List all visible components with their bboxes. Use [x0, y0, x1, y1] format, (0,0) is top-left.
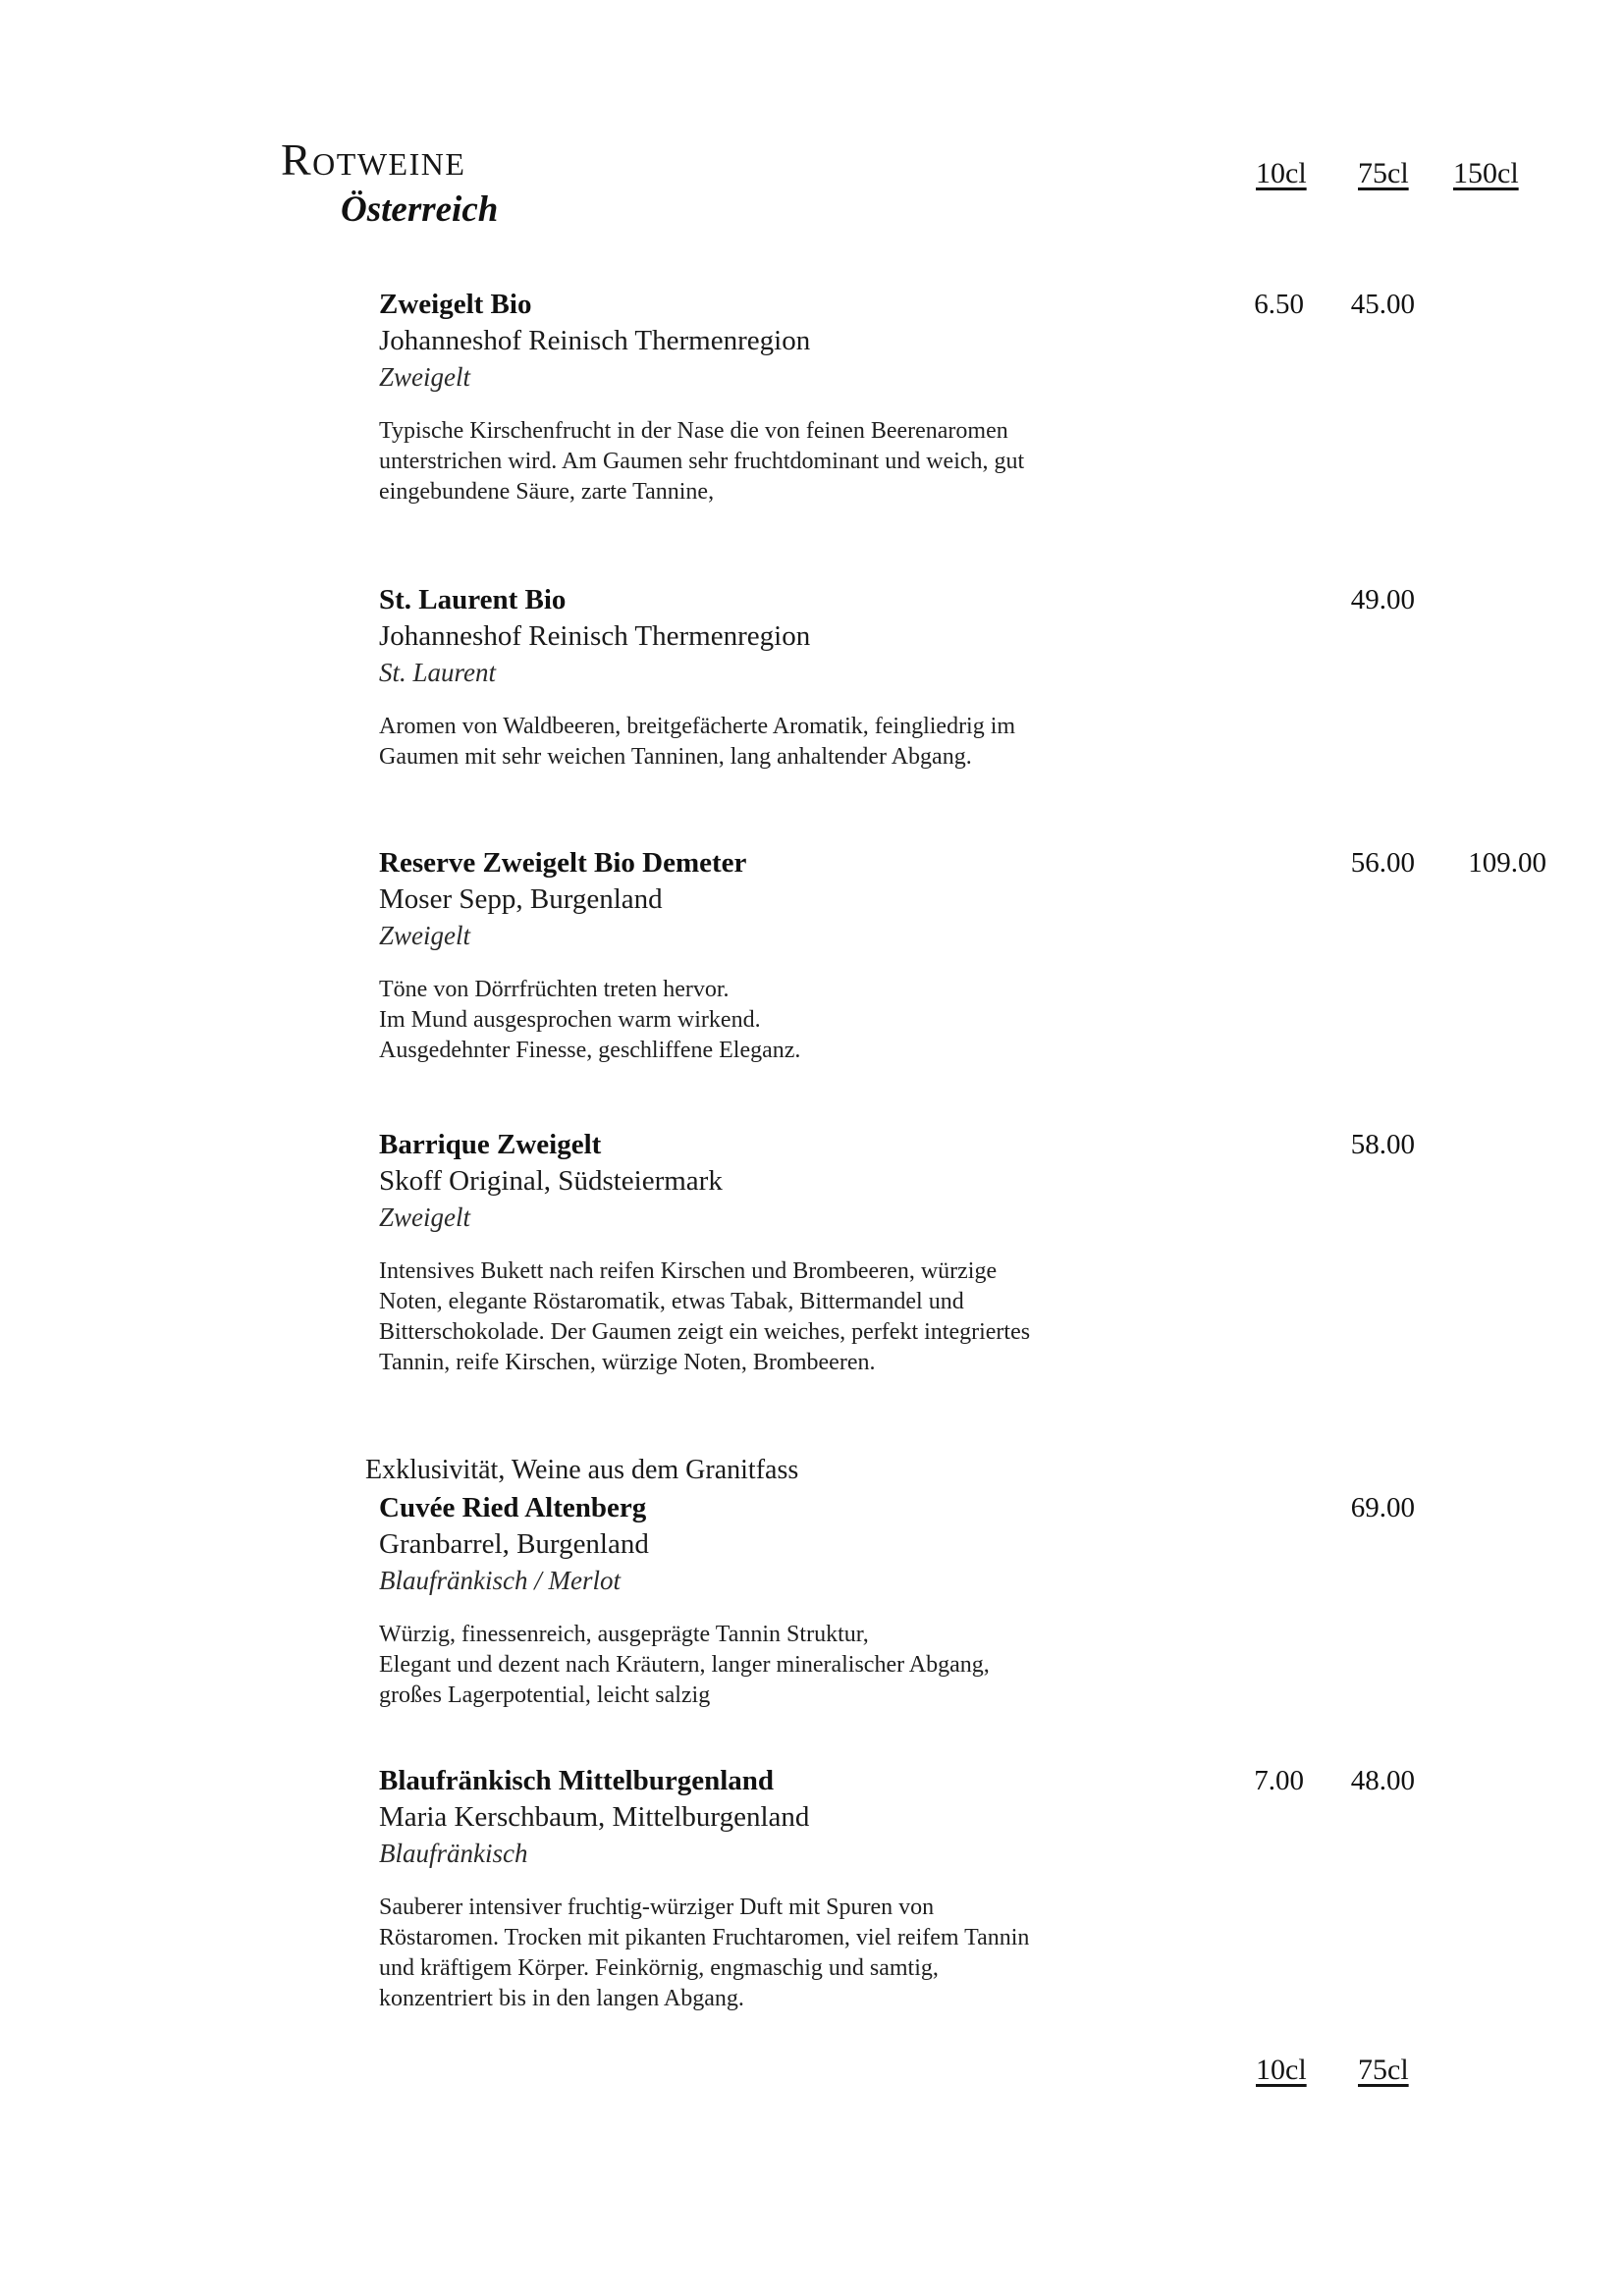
- footer-column-header-10cl: 10cl: [1256, 2054, 1307, 2086]
- wine-tasting-notes: [379, 1256, 1547, 1378]
- wine-price-150cl: 109.00: [1468, 847, 1546, 879]
- note-line: Bitterschokolade. Der Gaumen zeigt ein weiches, perfekt integriertes: [379, 1319, 1031, 1345]
- note-line: konzentriert bis in den langen Abgang.: [379, 1986, 744, 2011]
- wine-name: Zweigelt Bio: [379, 289, 532, 320]
- wine-producer: Maria Kerschbaum, Mittelburgenland: [379, 1801, 810, 1833]
- wine-price-75cl: 45.00: [1350, 289, 1415, 320]
- note-line: eingebundene Säure, zarte Tannine,: [379, 479, 715, 505]
- wine-name: Barrique Zweigelt: [379, 1129, 602, 1160]
- country-heading: Österreich: [341, 189, 499, 230]
- note-line: unterstrichen wird. Am Gaumen sehr fruchtdominant und weich, gut: [379, 449, 1025, 474]
- note-line: Elegant und dezent nach Kräutern, langer mineralischer Abgang,: [379, 1652, 990, 1678]
- wine-tasting-notes: [379, 1893, 1547, 2014]
- wine-price-75cl: 56.00: [1350, 847, 1415, 879]
- wine-grape: Zweigelt: [379, 921, 470, 950]
- column-header-150cl: 150cl: [1453, 157, 1519, 189]
- wine-grape: Blaufränkisch / Merlot: [379, 1566, 621, 1595]
- note-line: Töne von Dörrfrüchten treten hervor.: [379, 977, 730, 1002]
- note-line: Röstaromen. Trocken mit pikanten Fruchtaromen, viel reifem Tannin: [379, 1925, 1030, 1950]
- note-line: und kräftigem Körper. Feinkörnig, engmaschig und samtig,: [379, 1955, 939, 1981]
- wine-price-10cl: 6.50: [1254, 289, 1304, 320]
- note-line: Im Mund ausgesprochen warm wirkend.: [379, 1007, 761, 1033]
- wine-producer: Granbarrel, Burgenland: [379, 1528, 649, 1560]
- wine-name: Cuvée Ried Altenberg: [379, 1492, 647, 1523]
- wine-grape: Blaufränkisch: [379, 1839, 528, 1868]
- wine-grape: St. Laurent: [379, 658, 497, 687]
- wine-price-75cl: 49.00: [1350, 584, 1415, 615]
- column-header-10cl: 10cl: [1256, 157, 1307, 189]
- wine-producer: Skoff Original, Südsteiermark: [379, 1165, 723, 1197]
- note-line: Sauberer intensiver fruchtig-würziger Duft mit Spuren von: [379, 1895, 935, 1920]
- wine-price-10cl: 7.00: [1254, 1765, 1304, 1796]
- wine-entry: [379, 1127, 1547, 1378]
- note-line: Würzig, finessenreich, ausgeprägte Tannin Struktur,: [379, 1622, 869, 1647]
- wine-entry: [379, 1763, 1547, 2014]
- footer-column-header-75cl: 75cl: [1358, 2054, 1409, 2086]
- wine-tasting-notes: [379, 1620, 1547, 1711]
- note-line: Ausgedehnter Finesse, geschliffene Eleganz.: [379, 1038, 801, 1063]
- wine-producer: Moser Sepp, Burgenland: [379, 883, 663, 915]
- page-title: Rotweine: [281, 134, 466, 185]
- wine-tasting-notes: [379, 416, 1547, 507]
- note-line: Gaumen mit sehr weichen Tanninen, lang anhaltender Abgang.: [379, 744, 972, 770]
- note-line: großes Lagerpotential, leicht salzig: [379, 1682, 711, 1708]
- note-line: Intensives Bukett nach reifen Kirschen und Brombeeren, würzige: [379, 1258, 998, 1284]
- note-line: Tannin, reife Kirschen, würzige Noten, Brombeeren.: [379, 1350, 876, 1375]
- note-line: Aromen von Waldbeeren, breitgefächerte Aromatik, feingliedrig im: [379, 714, 1016, 739]
- wine-price-75cl: 48.00: [1350, 1765, 1415, 1796]
- wine-price-75cl: 69.00: [1350, 1492, 1415, 1523]
- wine-tasting-notes: [379, 712, 1547, 773]
- menu-header: [281, 134, 1547, 245]
- wine-grape: Zweigelt: [379, 1202, 470, 1232]
- wine-producer: Johanneshof Reinisch Thermenregion: [379, 325, 811, 356]
- wine-price-75cl: 58.00: [1350, 1129, 1415, 1160]
- wine-producer: Johanneshof Reinisch Thermenregion: [379, 620, 811, 652]
- wine-name: Reserve Zweigelt Bio Demeter: [379, 847, 747, 879]
- note-line: Typische Kirschenfrucht in der Nase die von feinen Beerenaromen: [379, 418, 1008, 444]
- section-note: Exklusivität, Weine aus dem Granitfass: [365, 1455, 799, 1485]
- wine-tasting-notes: [379, 975, 1547, 1066]
- column-header-75cl: 75cl: [1358, 157, 1409, 189]
- wine-name: Blaufränkisch Mittelburgenland: [379, 1765, 775, 1796]
- wine-grape: Zweigelt: [379, 362, 470, 392]
- wine-name: St. Laurent Bio: [379, 584, 567, 615]
- note-line: Noten, elegante Röstaromatik, etwas Tabak, Bittermandel und: [379, 1289, 964, 1314]
